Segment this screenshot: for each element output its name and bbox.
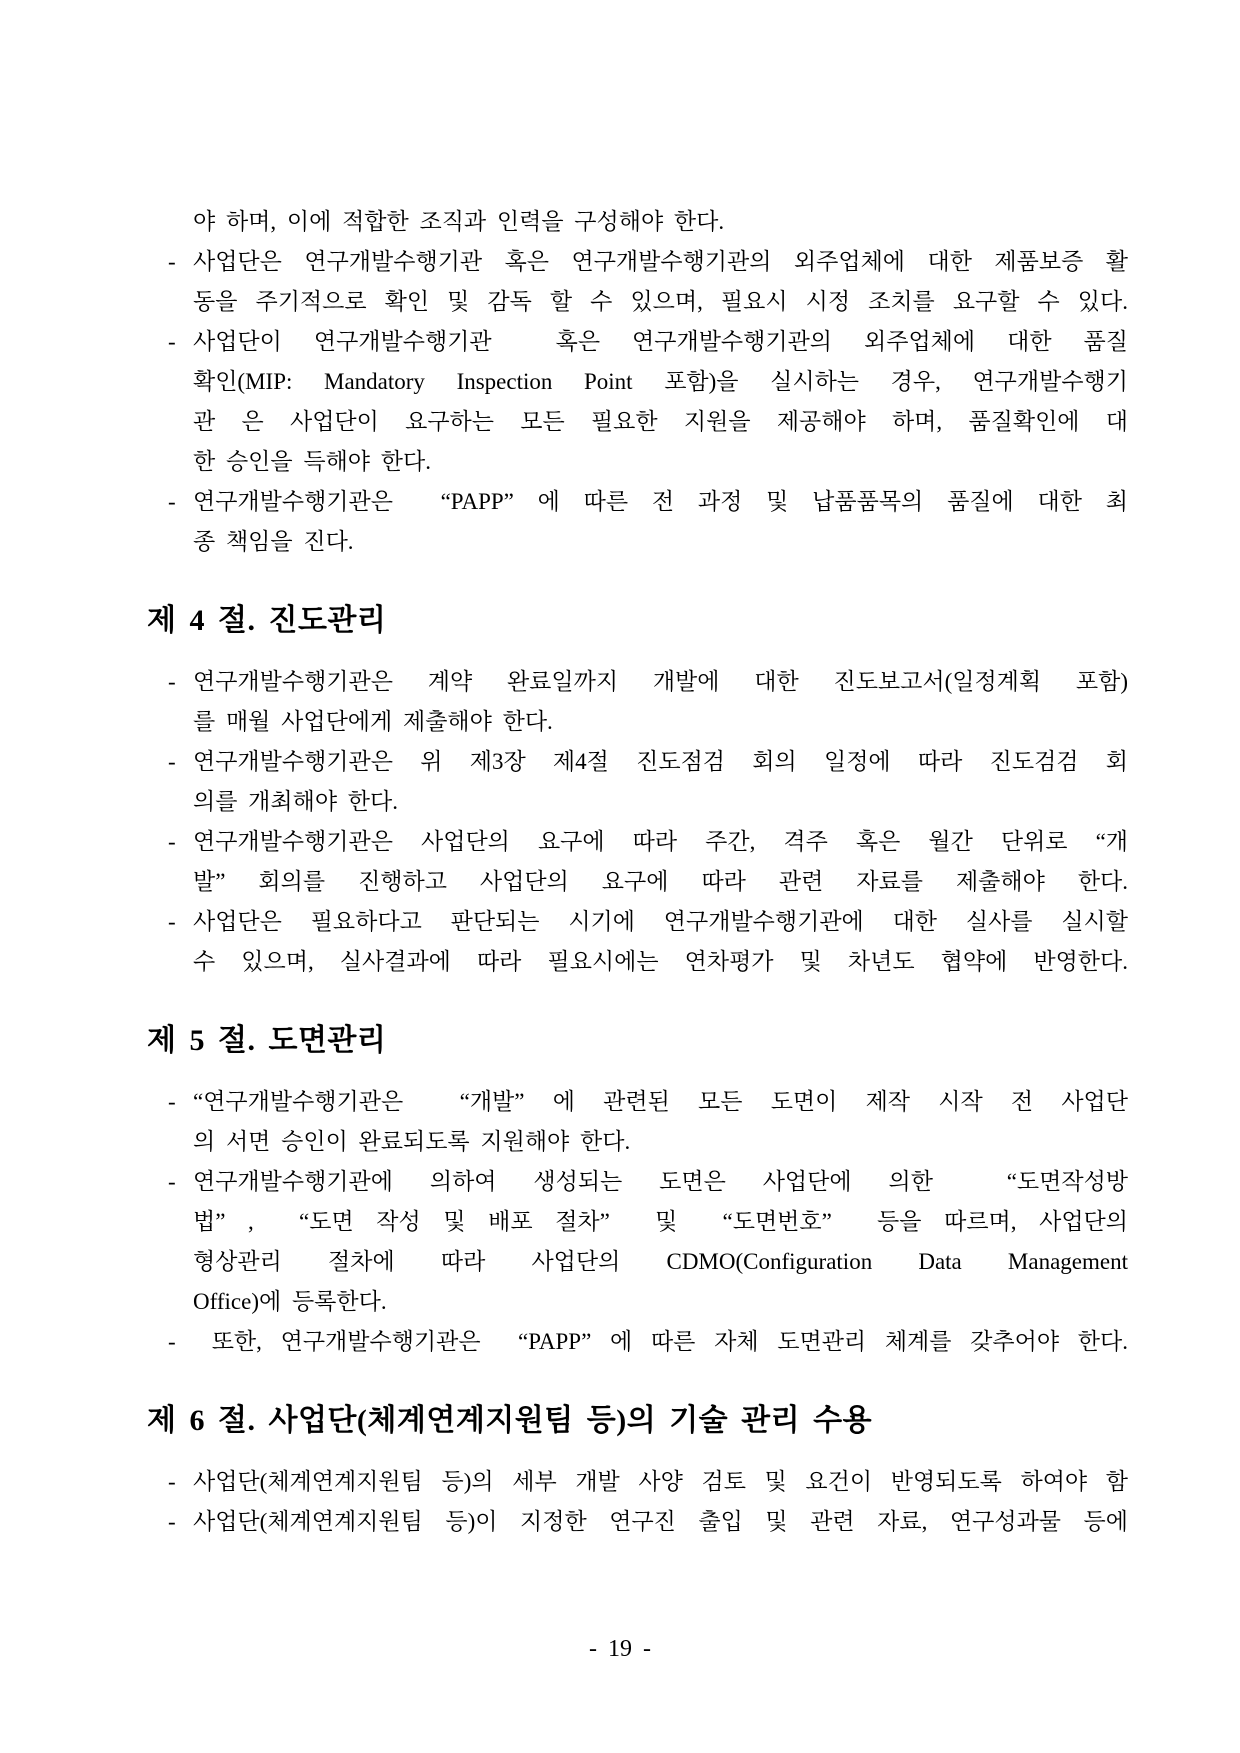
line-text: 법” , “도면 작성 및 배포 절차” 및 “도면번호” 등을 따르며, 사업단의 — [193, 1209, 1128, 1234]
text-line — [168, 782, 1128, 822]
bullet-dash: - — [168, 1169, 176, 1194]
line-text: 한 승인을 득해야 한다. — [193, 449, 431, 474]
section-heading: 제 6 절. 사업단(체계연계지원팀 등)의 기술 관리 수용 — [147, 1404, 873, 1437]
bullet-line — [168, 822, 1128, 862]
line-text: Office)에 등록한다. — [193, 1289, 387, 1314]
line-text: 연구개발수행기관은 계약 완료일까지 개발에 대한 진도보고서(일정계획 포함) — [193, 669, 1128, 694]
bullet-dash: - — [168, 749, 176, 774]
text-line — [168, 702, 1128, 742]
bullet-dash: - — [168, 329, 176, 354]
line-text: 관 은 사업단이 요구하는 모든 필요한 지원을 제공해야 하며, 품질확인에 대 — [193, 409, 1128, 434]
bullet-line — [168, 322, 1128, 362]
line-indent — [168, 1122, 193, 1162]
page-number: - 19 - — [589, 1636, 651, 1662]
line-text: 의를 개최해야 한다. — [193, 789, 398, 814]
bullet-dash: - — [168, 1469, 176, 1494]
bullet-line — [168, 1322, 1128, 1362]
text-line — [168, 862, 1128, 902]
line-text: 종 책임을 진다. — [193, 529, 354, 554]
line-text: 사업단(체계연계지원팀 등)의 세부 개발 사양 검토 및 요건이 반영되도록 하여야 함 — [193, 1469, 1128, 1494]
line-indent — [168, 362, 193, 402]
line-text: 사업단이 연구개발수행기관 혹은 연구개발수행기관의 외주업체에 대한 품질 — [193, 329, 1128, 354]
line-text: 의 서면 승인이 완료되도록 지원해야 한다. — [193, 1129, 631, 1154]
line-text: 수 있으며, 실사결과에 따라 필요시에는 연차평가 및 차년도 협약에 반영한다. — [193, 949, 1128, 974]
line-text: 동을 주기적으로 확인 및 감독 할 수 있으며, 필요시 시정 조치를 요구할 수 있다. — [193, 289, 1128, 314]
section-heading: 제 4 절. 진도관리 — [147, 604, 387, 637]
line-indent — [168, 862, 193, 902]
text-line — [168, 402, 1128, 442]
bullet-line — [168, 1502, 1128, 1542]
text-line — [168, 202, 1128, 242]
line-text: 야 하며, 이에 적합한 조직과 인력을 구성해야 한다. — [193, 209, 725, 234]
bullet-dash: - — [168, 1089, 176, 1114]
text-line — [168, 1242, 1128, 1282]
text-line — [168, 1122, 1128, 1162]
line-text: 를 매월 사업단에게 제출해야 한다. — [193, 709, 553, 734]
bullet-dash: - — [168, 909, 176, 934]
line-indent — [168, 782, 193, 822]
bullet-line — [168, 1162, 1128, 1202]
text-line — [168, 282, 1128, 322]
bullet-line — [168, 1082, 1128, 1122]
bullet-dash: - — [168, 489, 176, 514]
bullet-dash: - — [168, 829, 176, 854]
line-text: 연구개발수행기관은 “PAPP” 에 따른 전 과정 및 납품품목의 품질에 대한 최 — [193, 489, 1128, 514]
text-line — [168, 362, 1128, 402]
line-indent — [168, 942, 193, 982]
line-indent — [168, 402, 193, 442]
line-text: 연구개발수행기관은 사업단의 요구에 따라 주간, 격주 혹은 월간 단위로 “개 — [193, 829, 1128, 854]
bullet-line — [168, 1462, 1128, 1502]
bullet-line — [168, 242, 1128, 282]
bullet-line — [168, 902, 1128, 942]
text-line — [168, 522, 1128, 562]
line-indent — [168, 522, 193, 562]
line-text: 형상관리 절차에 따라 사업단의 CDMO(Configuration Data Management — [193, 1249, 1128, 1274]
section-heading: 제 5 절. 도면관리 — [147, 1024, 387, 1057]
line-text: 발” 회의를 진행하고 사업단의 요구에 따라 관련 자료를 제출해야 한다. — [193, 869, 1129, 894]
line-text: 사업단은 필요하다고 판단되는 시기에 연구개발수행기관에 대한 실사를 실시할 — [193, 909, 1128, 934]
line-indent — [168, 282, 193, 322]
line-indent — [168, 1202, 193, 1242]
text-line — [168, 1202, 1128, 1242]
line-text: 확인(MIP: Mandatory Inspection Point 포함)을 실시하는 경우, 연구개발수행기 — [193, 369, 1128, 394]
bullet-dash: - — [168, 249, 176, 274]
line-indent — [168, 702, 193, 742]
bullet-line — [168, 482, 1128, 522]
line-text: 사업단(체계연계지원팀 등)이 지정한 연구진 출입 및 관련 자료, 연구성과물 등에 — [193, 1509, 1128, 1534]
bullet-line — [168, 742, 1128, 782]
text-line — [168, 442, 1128, 482]
line-text: 사업단은 연구개발수행기관 혹은 연구개발수행기관의 외주업체에 대한 제품보증 활 — [193, 249, 1128, 274]
bullet-line — [168, 662, 1128, 702]
bullet-dash: - — [168, 1509, 176, 1534]
line-text: 연구개발수행기관은 위 제3장 제4절 진도점검 회의 일정에 따라 진도검검 회 — [193, 749, 1128, 774]
bullet-dash: - — [168, 669, 176, 694]
line-text: 연구개발수행기관에 의하여 생성되는 도면은 사업단에 의한 “도면작성방 — [193, 1169, 1128, 1194]
line-indent — [168, 202, 193, 242]
line-indent — [168, 1242, 193, 1282]
line-text: “연구개발수행기관은 “개발” 에 관련된 모든 도면이 제작 시작 전 사업단 — [193, 1089, 1128, 1114]
bullet-dash: - — [168, 1329, 176, 1354]
text-line — [168, 942, 1128, 982]
line-text: 또한, 연구개발수행기관은 “PAPP” 에 따른 자체 도면관리 체계를 갖추어야 한다. — [193, 1329, 1128, 1354]
document-content — [147, 202, 1129, 1542]
line-indent — [168, 1282, 193, 1322]
line-indent — [168, 442, 193, 482]
text-line — [168, 1282, 1128, 1322]
